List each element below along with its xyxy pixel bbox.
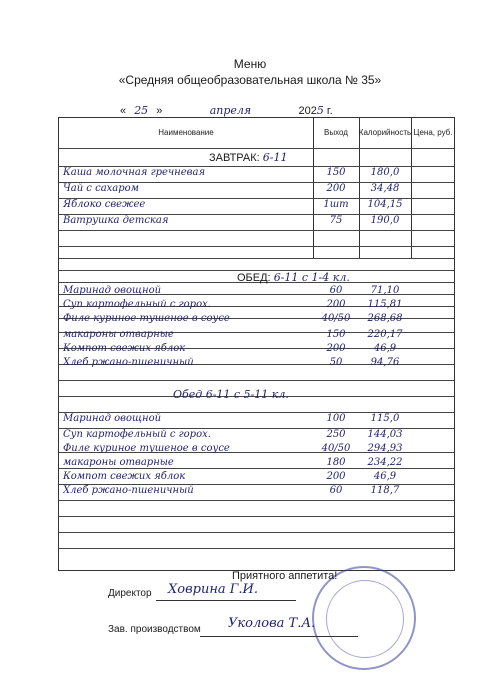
date-line: [120, 104, 333, 118]
menu-table: [58, 117, 455, 571]
col-header-name: Наименование: [158, 128, 214, 137]
col-header-output: Выход: [324, 128, 348, 137]
table-row: Компот свежих яблок 200 46,9: [63, 343, 397, 354]
date-year-unit: г.: [326, 105, 333, 117]
school-name: «Средняя общеобразовательная школа № 35»: [118, 73, 382, 87]
date-close-quote: »: [156, 105, 163, 117]
date-month: апреля: [165, 104, 295, 118]
lunch-heading: ОБЕД: 6-11 с 1-4 кл.: [237, 271, 350, 284]
table-row: Филе куриное тушеное в соусе 40/50 294,93: [63, 443, 403, 454]
director-label: Директор: [108, 588, 152, 599]
chef-label: Зав. производством: [108, 624, 201, 635]
date-year-prefix: 202: [298, 105, 317, 117]
menu-title: Меню: [233, 57, 267, 71]
date-open-quote: «: [120, 105, 127, 117]
table-row: макароны отварные 150 220,17: [63, 329, 403, 340]
director-signature-line: [156, 600, 296, 601]
breakfast-heading: ЗАВТРАК: 6-11: [209, 151, 288, 164]
date-day: 25: [129, 104, 153, 118]
table-row: Суп картофельный с горох. 250 144,03: [63, 429, 403, 440]
col-header-calories: Калорийность: [358, 128, 412, 137]
table-row: Ватрушка детская 75 190,0: [63, 215, 400, 226]
menu-footer: [0, 570, 500, 690]
table-row: Маринад овощной 100 115,0: [63, 413, 400, 424]
table-row: Суп картофельный с горох. 200 115,81: [63, 299, 403, 310]
table-row: Яблоко свежее 1шт 104,15: [63, 199, 403, 210]
table-row: Хлеб ржано-пшеничный 50 94,76: [63, 357, 400, 368]
chef-signature-line: [200, 636, 358, 637]
director-name: Ховрина Г.И.: [168, 582, 258, 597]
table-row: Маринад овощной 60 71,10: [63, 285, 400, 296]
table-row: макароны отварные 180 234,22: [63, 457, 403, 468]
table-row: Каша молочная гречневая 150 180,0: [63, 167, 400, 178]
lunch2-heading: Обед 6-11 с 5-11 кл.: [173, 388, 289, 401]
table-row: Хлеб ржано-пшеничный 60 118,7: [63, 485, 400, 496]
table-row: Чай с сахаром 200 34,48: [63, 183, 400, 194]
table-row: Компот свежих яблок 200 46,9: [63, 471, 397, 482]
col-header-price: Цена, руб.: [413, 128, 453, 137]
date-year-suffix: 5: [316, 104, 324, 117]
table-row: Филе куриное тушеное в соусе 40/50 268,68: [63, 313, 403, 324]
chef-name: Уколова Т.А.: [228, 616, 316, 631]
bon-appetit-text: Приятного аппетита!: [232, 570, 338, 582]
